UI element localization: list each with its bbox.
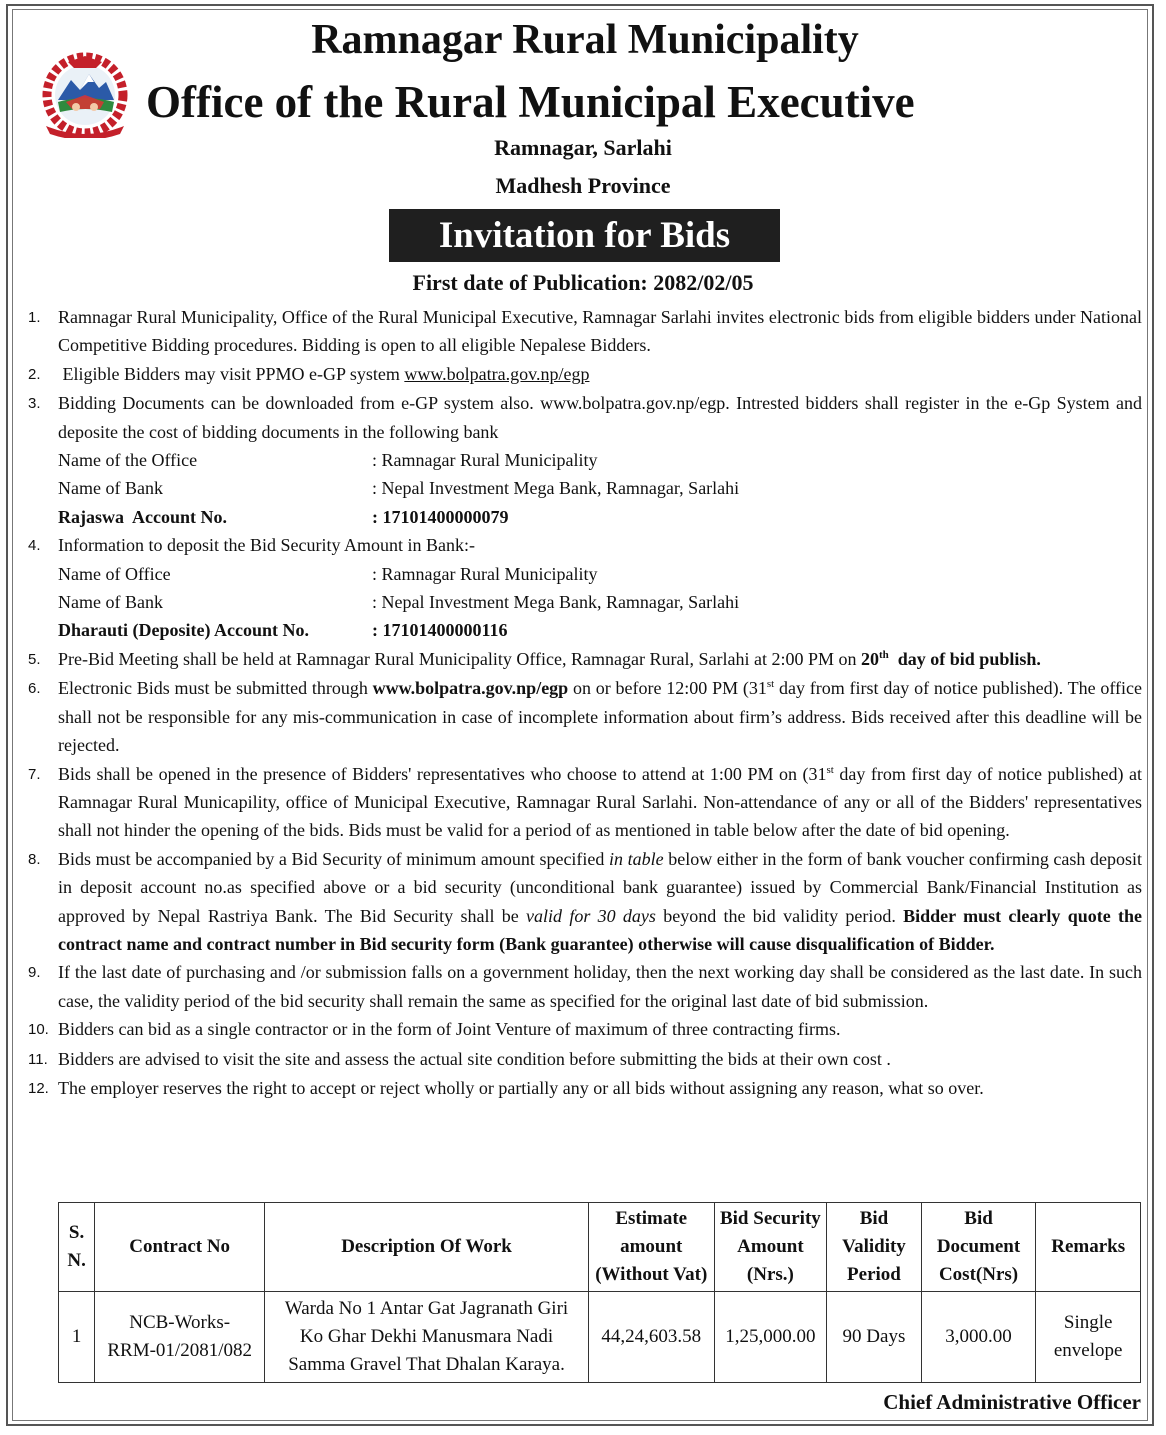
clause-text xyxy=(58,360,1142,389)
cell-text: NCB-Works- xyxy=(129,1312,231,1333)
bank-name-value: : Nepal Investment Mega Bank, Ramnagar, Sarlahi xyxy=(372,592,740,613)
clause-10 xyxy=(28,1015,1142,1044)
clause-text: Bidders can bid as a single contractor or in the form of Joint Venture of maximum of three contracting firms. xyxy=(58,1019,841,1040)
cell-sn: 1 xyxy=(59,1292,95,1383)
rajaswa-account-value: : 17101400000079 xyxy=(372,506,509,527)
ordinal-suffix: th xyxy=(879,648,889,661)
office-name-label: Name of Office xyxy=(58,563,171,584)
clause-3-text: Bidding Documents can be downloaded from e-GP system also. www.bolpatra.gov.np/egp. Intrested bidders shall register in the e-Gp System and deposite the cost of bidding documents in the following bank xyxy=(58,393,1142,442)
clause-text xyxy=(58,674,1142,759)
bank-name-row xyxy=(58,588,1142,616)
clause-8-italic-a: in table xyxy=(609,848,664,869)
notice-title-banner: Invitation for Bids xyxy=(389,209,780,262)
table-header-row xyxy=(59,1203,1141,1292)
clause-5-text: Pre-Bid Meeting shall be held at Ramnagar Rural Municipality Office, Ramnagar Rural, Sarlahi at 2:00 PM on xyxy=(58,648,861,669)
pre-bid-day-text: day of bid publish. xyxy=(888,648,1041,669)
clause-7-text-a: Bids shall be opened in the presence of Bidders' representatives who choose to attend at 1:00 PM on (31 xyxy=(58,763,827,784)
cell-contract-no xyxy=(95,1292,265,1383)
header-text: Bid xyxy=(859,1208,889,1229)
clause-number: 3. xyxy=(28,395,41,413)
bank-name-label: Name of Bank xyxy=(58,592,163,613)
clause-12 xyxy=(28,1074,1142,1103)
bids-table xyxy=(58,1202,1141,1383)
clause-number: 4. xyxy=(28,537,41,555)
header-document-cost xyxy=(921,1203,1036,1292)
clause-8 xyxy=(28,845,1142,959)
clause-8-italic-b: valid for 30 days xyxy=(526,905,656,926)
office-name-value: : Ramnagar Rural Municipality xyxy=(372,450,598,471)
header-estimate xyxy=(588,1203,714,1292)
clause-number: 10. xyxy=(28,1021,49,1039)
clause-7 xyxy=(28,760,1142,845)
header-text: Bid xyxy=(964,1208,993,1229)
clause-6-text-c: day from first day of notice published). The office shall not be responsible for any mis-communication in case of incomplete information about firm’s address. Bids received after this deadline will be rejected. xyxy=(58,678,1142,756)
cell-estimate: 44,24,603.58 xyxy=(588,1292,714,1383)
header-validity xyxy=(827,1203,922,1292)
clause-text xyxy=(58,760,1142,845)
clause-text: Ramnagar Rural Municipality, Office of the Rural Municipal Executive, Ramnagar Sarlahi invites electronic bids from eligible bidders under National Competitive Bidding procedures. Bidding is open to all eligible Nepalese Bidders. xyxy=(58,307,1142,356)
bank-name-value: : Nepal Investment Mega Bank, Ramnagar, Sarlahi xyxy=(372,478,740,499)
clause-5 xyxy=(28,645,1142,674)
deposit-account-row xyxy=(58,616,1142,644)
header-text: Estimate xyxy=(615,1208,688,1229)
clause-text xyxy=(58,645,1142,674)
header-description: Description Of Work xyxy=(265,1203,589,1292)
office-title: Office of the Rural Municipal Executive xyxy=(146,77,915,127)
header-remarks: Remarks xyxy=(1036,1203,1141,1292)
clause-number: 12. xyxy=(28,1079,49,1097)
cell-text: Samma Gravel That Dhalan Karaya. xyxy=(288,1354,565,1375)
clause-8-text-b: below either in the form of bank voucher confirming cash deposit in deposit account no.as specified above or a bid security (unconditional bank guarantee) issued by Commercial Bank/Financial Institution as approved by Nepal Rastriya Bank. The Bid Security shall be xyxy=(58,848,1142,926)
clause-number: 1. xyxy=(28,309,41,326)
egp-link[interactable]: www.bolpatra.gov.np/egp xyxy=(404,363,590,384)
header-text: (Nrs.) xyxy=(746,1264,794,1285)
clause-6-text-a: Electronic Bids must be submitted through xyxy=(58,678,373,699)
clause-list xyxy=(28,303,1142,1103)
cell-text: envelope xyxy=(1053,1340,1123,1361)
address-line: Ramnagar, Sarlahi xyxy=(494,135,672,160)
clause-text xyxy=(58,845,1142,959)
municipality-title: Ramnagar Rural Municipality xyxy=(311,17,859,63)
clause-number: 11. xyxy=(28,1050,48,1068)
office-name-row xyxy=(58,560,1142,588)
header-sn xyxy=(59,1203,95,1292)
clause-4 xyxy=(28,531,1142,645)
clause-number: 2. xyxy=(28,365,41,383)
clause-4-text: Information to deposit the Bid Security Amount in Bank:- xyxy=(58,535,475,556)
header-text: Amount xyxy=(737,1236,804,1257)
cell-description xyxy=(265,1292,589,1383)
clause-text: Bidders are advised to visit the site and assess the actual site condition before submitting the bids at their own cost . xyxy=(58,1048,891,1069)
office-name-value: : Ramnagar Rural Municipality xyxy=(372,563,598,584)
clause-2-text: Eligible Bidders may visit PPMO e-GP system xyxy=(58,363,405,384)
cell-text: Ko Ghar Dekhi Manusmara Nadi xyxy=(299,1326,554,1347)
office-name-label: Name of the Office xyxy=(58,450,198,471)
pre-bid-day xyxy=(861,649,1041,669)
clause-6-text-b: on or before 12:00 PM (31 xyxy=(568,678,767,699)
header-text: S. xyxy=(68,1222,85,1243)
header-bid-security xyxy=(714,1203,827,1292)
deposit-account-value: : 17101400000116 xyxy=(372,620,508,641)
clause-8-text-c: beyond the bid validity period. xyxy=(655,905,904,926)
cell-bid-security: 1,25,000.00 xyxy=(714,1292,827,1383)
clause-8-bold-warning: Bidder must clearly quote the contract name and contract number in Bid security form (Bank guarantee) otherwise will cause disqualification of Bidder. xyxy=(58,905,1142,954)
ordinal-suffix: st xyxy=(826,763,834,776)
bank-name-label: Name of Bank xyxy=(58,478,163,499)
clause-text: The employer reserves the right to accept or reject wholly or partially any or all bids without assigning any reason, what so over. xyxy=(58,1077,984,1098)
clause-7-text-b: day from first day of notice published) at Ramnagar Rural Municapility, office of Municipal Executive, Ramnagar Rural Sarlahi. Non-attendance of any or all of the Bidders' representatives shall not hinder the opening of the bids. Bids must be valid for a period of as mentioned in table below after the date of bid opening. xyxy=(58,763,1142,841)
clause-number: 8. xyxy=(28,850,41,868)
bank-name-row xyxy=(58,474,1142,502)
bolpatra-link[interactable]: www.bolpatra.gov.np/egp xyxy=(372,678,569,699)
header-text: Validity xyxy=(842,1236,906,1257)
signature-title: Chief Administrative Officer xyxy=(883,1390,1141,1414)
clause-text xyxy=(58,389,1142,531)
clause-11 xyxy=(28,1045,1142,1074)
cell-document-cost: 3,000.00 xyxy=(921,1292,1036,1383)
cell-validity: 90 Days xyxy=(827,1292,922,1383)
cell-text: Single xyxy=(1063,1312,1113,1333)
rajaswa-account-row xyxy=(58,503,1142,531)
clause-3 xyxy=(28,389,1142,531)
header-text: Bid Security xyxy=(719,1208,821,1229)
cell-text: RRM-01/2081/082 xyxy=(107,1340,252,1361)
clause-number: 9. xyxy=(28,964,41,982)
clause-text xyxy=(58,531,1142,645)
header-contract-no: Contract No xyxy=(95,1203,265,1292)
ordinal-suffix: st xyxy=(766,678,775,691)
header-text: Period xyxy=(847,1264,901,1285)
pre-bid-day-number: 20 xyxy=(861,648,879,669)
clause-6 xyxy=(28,674,1142,759)
clause-2 xyxy=(28,360,1142,389)
clause-9 xyxy=(28,958,1142,1015)
cell-text: Warda No 1 Antar Gat Jagranath Giri xyxy=(284,1298,569,1319)
header-text: N. xyxy=(67,1250,86,1271)
header-text: (Without Vat) xyxy=(595,1264,708,1285)
rajaswa-account-label: Rajaswa Account No. xyxy=(58,506,227,527)
header-text: Document xyxy=(936,1236,1021,1257)
clause-number: 6. xyxy=(28,680,41,698)
clause-1 xyxy=(28,303,1142,360)
clause-text: If the last date of purchasing and /or submission falls on a government holiday, then the next working day shall be considered as the last date. In such case, the validity period of the bid security shall remain the same as specified for the original last date of bid submission. xyxy=(58,962,1142,1011)
cell-remarks xyxy=(1036,1292,1141,1383)
clause-8-text-a: Bids must be accompanied by a Bid Security of minimum amount specified xyxy=(58,848,610,869)
table-row xyxy=(59,1292,1141,1383)
clause-number: 5. xyxy=(28,650,41,668)
deposit-account-label: Dharauti (Deposite) Account No. xyxy=(58,620,309,641)
office-name-row xyxy=(58,446,1142,474)
province-line: Madhesh Province xyxy=(495,173,671,198)
clause-number: 7. xyxy=(28,765,41,783)
header-text: amount xyxy=(620,1236,683,1257)
publication-date: First date of Publication: 2082/02/05 xyxy=(412,270,754,295)
header-text: Cost(Nrs) xyxy=(938,1264,1019,1285)
